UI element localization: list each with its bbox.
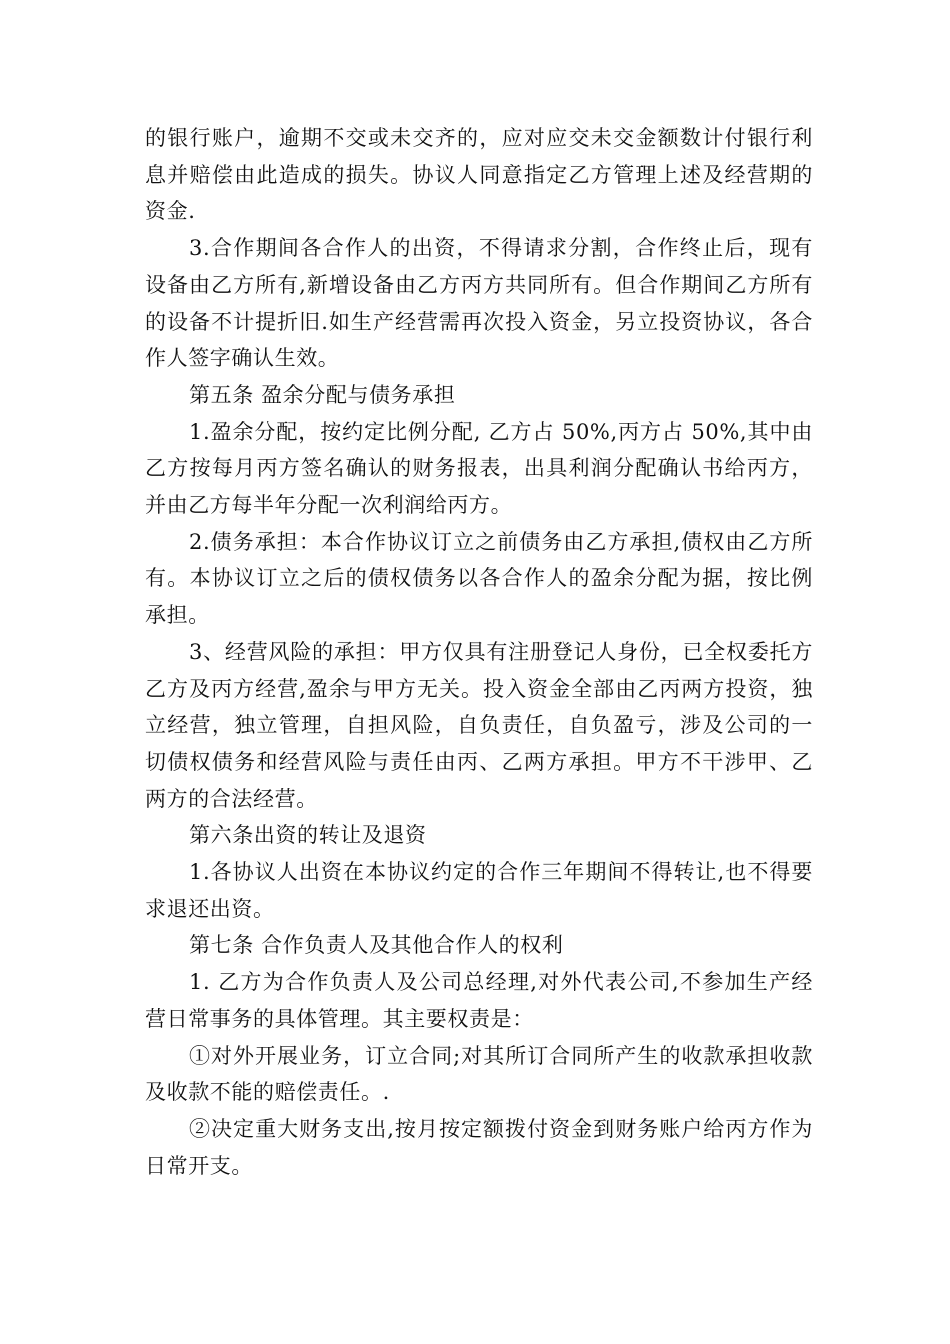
paragraph-item-1: ①对外开展业务，订立合同;对其所订合同所产生的收款承担收款及收款不能的赔偿责任。. <box>145 1043 813 1105</box>
document-body <box>145 120 813 1184</box>
heading-article-7: 第七条 合作负责人及其他合作人的权利 <box>189 933 564 958</box>
heading-article-5: 第五条 盈余分配与债务承担 <box>189 382 456 407</box>
heading-article-6: 第六条出资的转让及退资 <box>189 823 427 848</box>
paragraph-clause-5-2: 2.债务承担：本合作协议订立之前债务由乙方承担,债权由乙方所有。本协议订立之后的债权债务以各合作人的盈余分配为据，按比例承担。 <box>145 529 813 628</box>
paragraph-clause-7-1: 1. 乙方为合作负责人及公司总经理,对外代表公司,不参加生产经营日常事务的具体管理。其主要权责是： <box>145 970 813 1031</box>
paragraph-clause-4-3: 3.合作期间各合作人的出资，不得请求分割，合作终止后，现有设备由乙方所有,新增设备由乙方丙方共同所有。但合作期间乙方所有的设备不计提折旧.如生产经营需再次投入资金，另立投资协议，各合作人签字确认生效。 <box>145 236 813 371</box>
paragraph-bank-account: 的银行账户，逾期不交或未交齐的，应对应交未交金额数计付银行利息并赔偿由此造成的损失。协议人同意指定乙方管理上述及经营期的资金. <box>145 126 813 224</box>
paragraph-clause-6-1: 1.各协议人出资在本协议约定的合作三年期间不得转让,也不得要求退还出资。 <box>145 860 813 921</box>
paragraph-item-2: ②决定重大财务支出,按月按定额拨付资金到财务账户给丙方作为日常开支。 <box>145 1116 813 1178</box>
paragraph-clause-5-1: 1.盈余分配，按约定比例分配, 乙方占 50%,丙方占 50%,其中由乙方按每月丙方签名确认的财务报表，出具利润分配确认书给丙方，并由乙方每半年分配一次利润给丙方。 <box>145 419 813 518</box>
paragraph-clause-5-3: 3、经营风险的承担：甲方仅具有注册登记人身份，已全权委托方乙方及丙方经营,盈余与甲方无关。投入资金全部由乙丙两方投资，独立经营，独立管理，自担风险，自负责任，自负盈亏，涉及公司的一切债权债务和经营风险与责任由丙、乙两方承担。甲方不干涉甲、乙两方的合法经营。 <box>145 639 813 811</box>
